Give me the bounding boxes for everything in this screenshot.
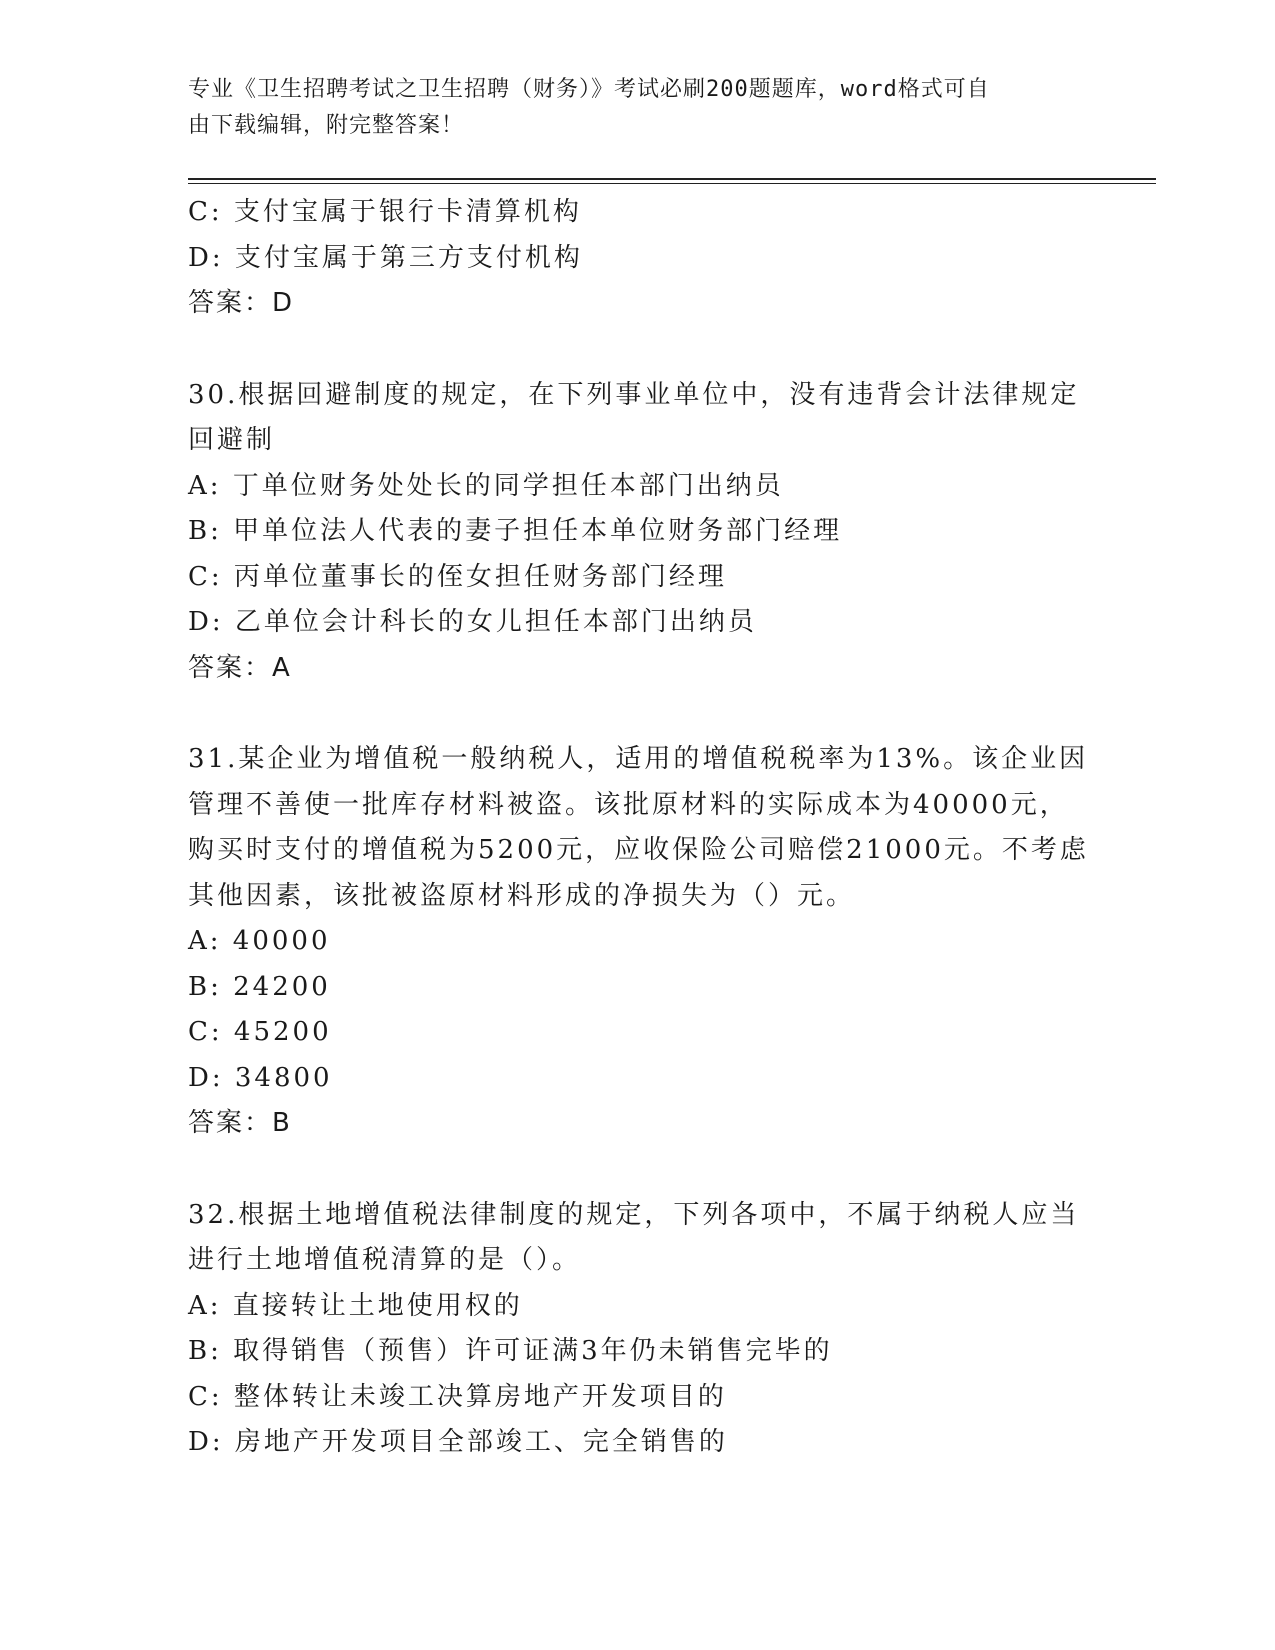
question-stem: 31.某企业为增值税一般纳税人，适用的增值税税率为13%。该企业因 bbox=[188, 744, 1089, 774]
question-content bbox=[188, 190, 1088, 1466]
option-a: A: 40000 bbox=[188, 926, 331, 956]
question-stem: 32.根据土地增值税法律制度的规定，下列各项中，不属于纳税人应当 bbox=[188, 1199, 1080, 1230]
header-line-1: 专业《卫生招聘考试之卫生招聘（财务）》考试必刷200题题库，word格式可自 bbox=[188, 77, 990, 102]
question-stem: 回避制 bbox=[188, 425, 276, 455]
question-stem: 其他因素，该批被盗原材料形成的净损失为（）元。 bbox=[188, 880, 856, 911]
option-d: D: 乙单位会计科长的女儿担任本部门出纳员 bbox=[188, 607, 757, 637]
option-c: C: 整体转让未竣工决算房地产开发项目的 bbox=[188, 1381, 727, 1412]
question-30 bbox=[188, 373, 1088, 692]
option-d: D: 34800 bbox=[188, 1062, 333, 1093]
question-stem: 进行土地增值税清算的是（）。 bbox=[188, 1245, 582, 1275]
option-a: A: 丁单位财务处处长的同学担任本部门出纳员 bbox=[188, 470, 784, 501]
answer: 答案：D bbox=[188, 288, 295, 318]
header-divider bbox=[188, 178, 1156, 180]
question-stem: 30.根据回避制度的规定，在下列事业单位中，没有违背会计法律规定 bbox=[188, 379, 1080, 410]
option-c: C: 45200 bbox=[188, 1017, 332, 1047]
answer: 答案：A bbox=[188, 652, 292, 683]
question-stem: 购买时支付的增值税为5200元，应收保险公司赔偿21000元。不考虑 bbox=[188, 835, 1089, 865]
question-32 bbox=[188, 1193, 1088, 1466]
answer: 答案：B bbox=[188, 1108, 292, 1138]
question-stem: 管理不善使一批库存材料被盗。该批原材料的实际成本为40000元， bbox=[188, 789, 1069, 820]
option-c: C: 支付宝属于银行卡清算机构 bbox=[188, 197, 582, 227]
option-b: B: 24200 bbox=[188, 971, 331, 1002]
header-line-2: 由下载编辑，附完整答案！ bbox=[188, 113, 465, 138]
question-31 bbox=[188, 737, 1088, 1147]
option-d: D: 房地产开发项目全部竣工、完全销售的 bbox=[188, 1427, 728, 1457]
option-b: B: 甲单位法人代表的妻子担任本单位财务部门经理 bbox=[188, 516, 843, 546]
option-c: C: 丙单位董事长的侄女担任财务部门经理 bbox=[188, 561, 727, 592]
spacer bbox=[188, 1147, 1088, 1193]
option-a: A: 直接转让土地使用权的 bbox=[188, 1290, 523, 1321]
option-b: B: 取得销售（预售）许可证满3年仍未销售完毕的 bbox=[188, 1336, 833, 1366]
spacer bbox=[188, 691, 1088, 737]
header-divider-thin bbox=[188, 183, 1156, 184]
option-d: D: 支付宝属于第三方支付机构 bbox=[188, 242, 583, 273]
page-header bbox=[188, 72, 1088, 144]
spacer bbox=[188, 327, 1088, 373]
